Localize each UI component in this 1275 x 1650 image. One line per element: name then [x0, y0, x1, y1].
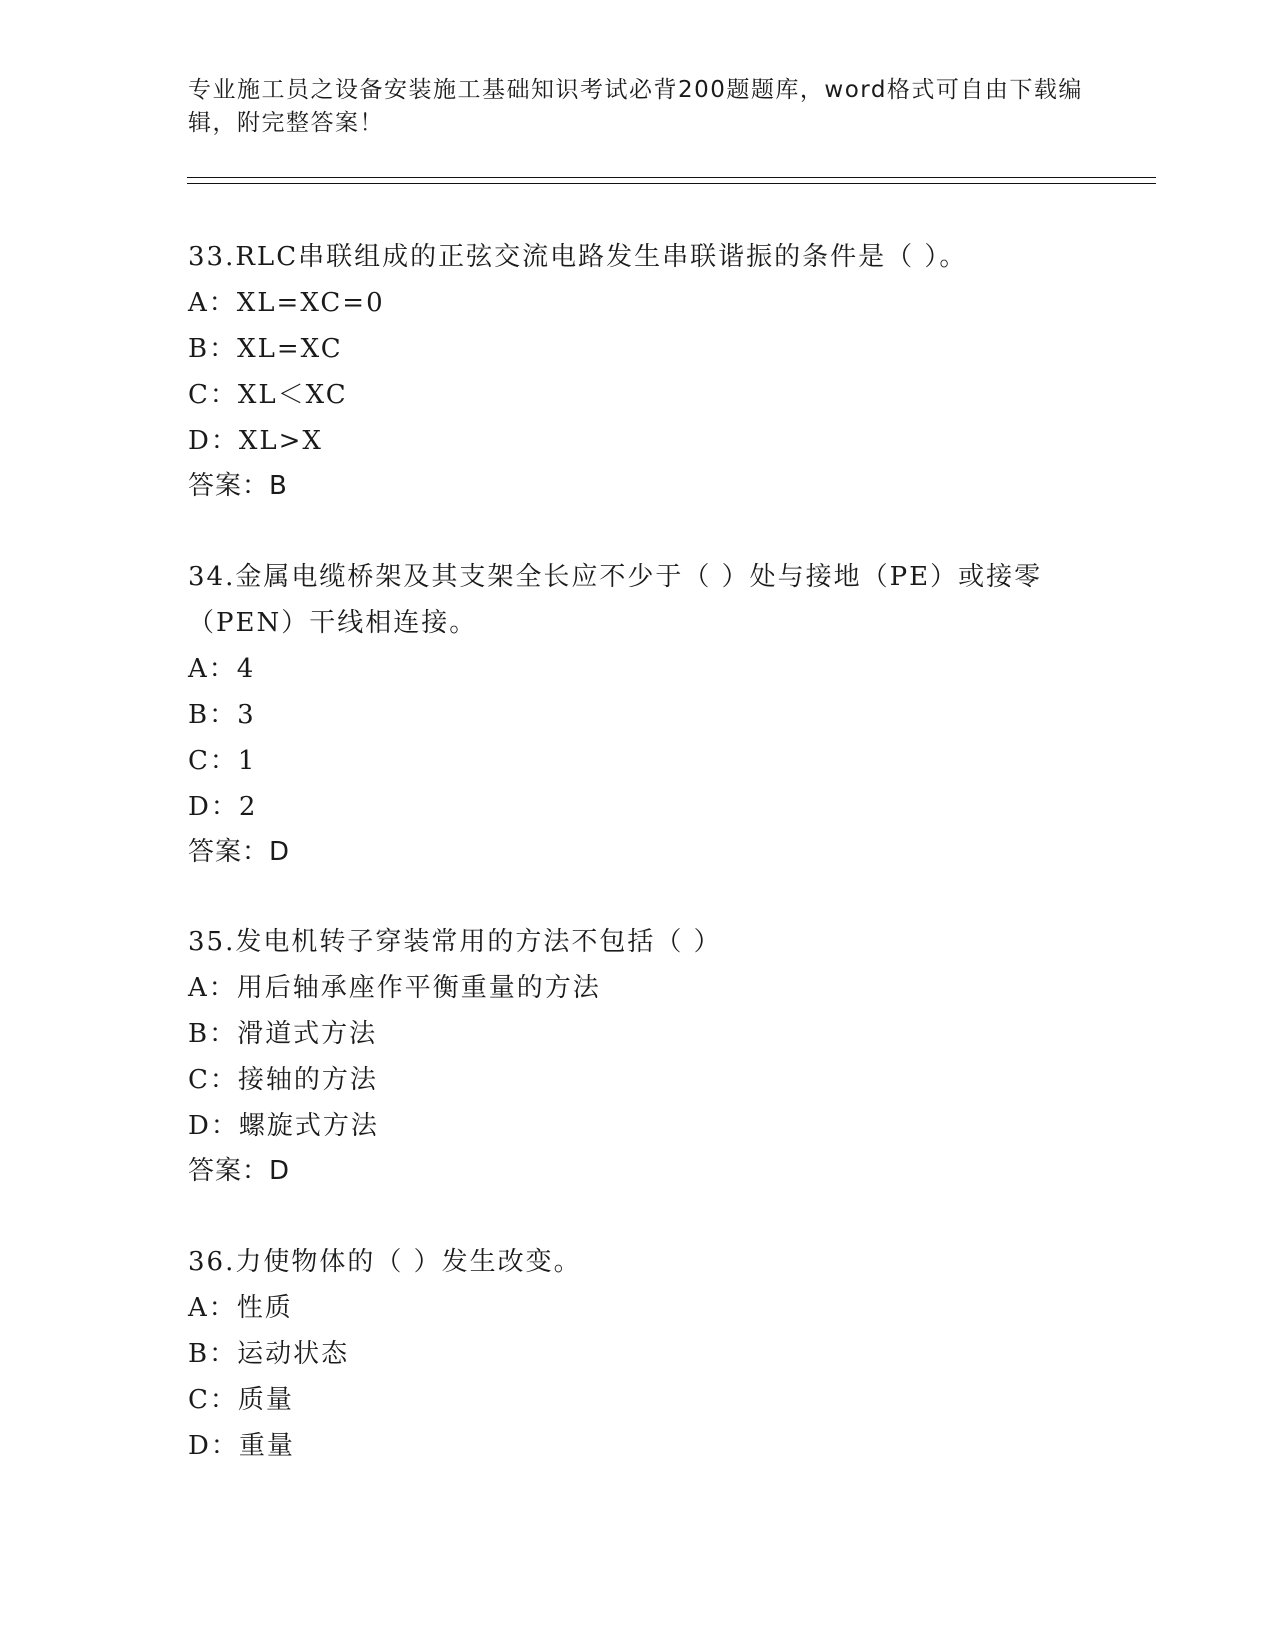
- header-divider-top: [187, 177, 1156, 178]
- option-a: A：用后轴承座作平衡重量的方法: [188, 973, 601, 1003]
- question-stem: 35.发电机转子穿装常用的方法不包括（ ）: [188, 927, 722, 957]
- option-b: B：滑道式方法: [188, 1019, 378, 1049]
- option-d: D：XL>X: [188, 426, 323, 456]
- option-d: D：2: [188, 792, 258, 822]
- option-a: A：XL=XC=0: [188, 288, 385, 318]
- document-header: 专业施工员之设备安装施工基础知识考试必背200题题库，word格式可自由下载编辑，附完整答案！: [188, 77, 1083, 136]
- question-35: [188, 919, 722, 1193]
- question-stem: 34.金属电缆桥架及其支架全长应不少于（ ）处与接地（PE）或接零（PEN）干线相连接。: [188, 562, 1043, 638]
- answer: 答案：D: [188, 1156, 291, 1186]
- option-a: A：性质: [188, 1293, 293, 1323]
- question-34: [188, 554, 1088, 874]
- option-b: B：运动状态: [188, 1339, 350, 1369]
- question-33: [188, 234, 967, 508]
- option-b: B：XL=XC: [188, 334, 343, 364]
- option-b: B：3: [188, 700, 256, 730]
- option-c: C：接轴的方法: [188, 1065, 378, 1095]
- answer: 答案：B: [188, 471, 288, 501]
- option-c: C：质量: [188, 1385, 294, 1415]
- answer: 答案：D: [188, 837, 291, 867]
- option-a: A：4: [188, 654, 256, 684]
- question-36: [188, 1239, 582, 1469]
- option-d: D：重量: [188, 1431, 295, 1461]
- option-d: D：螺旋式方法: [188, 1111, 379, 1141]
- option-c: C：XL＜XC: [188, 380, 348, 410]
- question-stem: 33.RLC串联组成的正弦交流电路发生串联谐振的条件是（ ）。: [188, 242, 968, 272]
- question-stem: 36.力使物体的（ ）发生改变。: [188, 1247, 582, 1277]
- option-c: C：1: [188, 746, 257, 776]
- header-divider-bottom: [187, 183, 1156, 184]
